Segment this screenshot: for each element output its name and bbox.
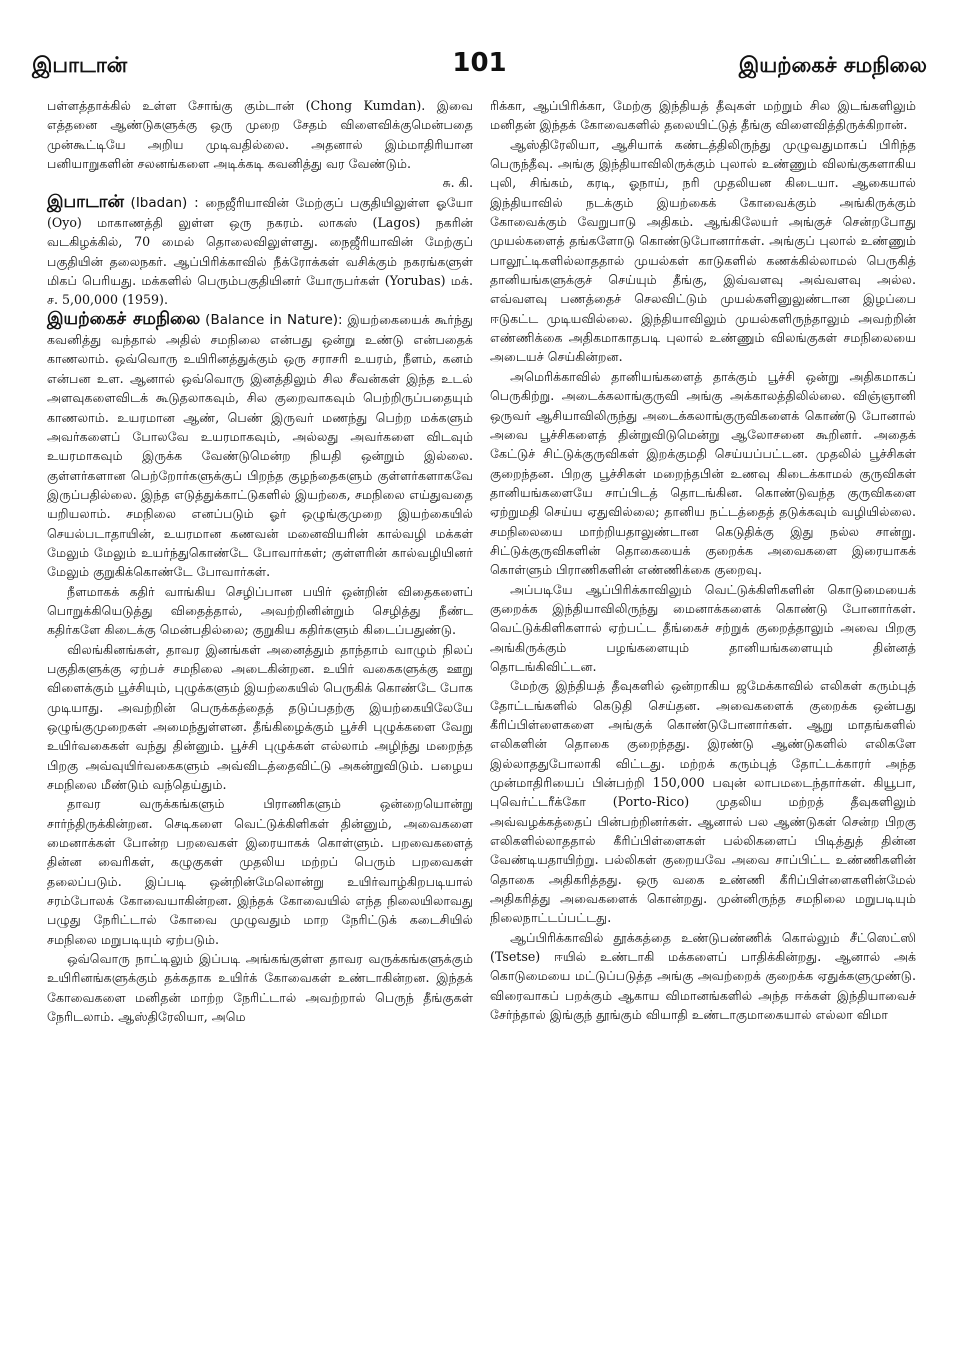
balance-paragraph-4: தாவர வருக்கங்களும் பிராணிகளும் ஒன்றையொன்று சார்ந்திருக்கின்றன. செடிகளை வெட்டுக்கிளிகள் தின்னும், அவைகளை மைனாக்கள் போன்ற பறவைகள் இரையாகக் கொள்ளும். பறவைகளைத் தின்ன வைரிகள், கழுகுகள் முதலிய மற்றப் பெரும் பறவைகள் தலைப்படும். இப்படி ஒன்றின்மேலொன்று உயிர்வாழ்கிறபடியால் சரம்போலக் கோவையாகின்றன. இந்தக் கோவையில் எந்த நிலையிலாவது பழுது நேரிட்டால் கோவை முழுவதும் மாற நேரிட்டுக் கடைசியில் சமநிலை மறுபடியும் ஏற்படும். — [47, 796, 473, 947]
balance-paragraph-3: விலங்கினங்கள், தாவர இனங்கள் அனைத்தும் தாந்தாம் வாழும் நிலப் பகுதிகளுக்கு ஏற்பச் சமநிலை அடைகின்றன. உயிர் வகைகளுக்கு ஊறு விளைக்கும் பூச்சியும், புழுக்களும் இயற்கையில் பெருகிக் கொண்டே போக முடியாது. அவற்றின் பெருக்கத்தைத் தடுப்பதற்கு இயற்கையிலேயே ஒழுங்குமுறைகள் அமைந்துள்ளன. தீங்கிழைக்கும் பூச்சி புழுக்களை வேறு உயிர்வகைகள் வந்து தின்னும். பூச்சி புழுக்கள் எல்லாம் அழிந்து மறைந்த பிறகு அவ்வுயிர்வகைகளும் அவ்விடத்தைவிட்டு அகன்றுவிடும். பழைய சமநிலை மீண்டும் வந்தெய்தும். — [47, 641, 473, 793]
right-paragraph-5: மேற்கு இந்தியத் தீவுகளில் ஒன்றாகிய ஜமேக்காவில் எலிகள் கரும்புத் தோட்டங்களில் கெடுதி செய்தன. அவைகளைக் குறைக்க ஒன்பது கீரிப்பிள்ளைகளை அங்குக் கொண்டுபோனார்கள். ஆறு மாதங்களில் எலிகளின் தொகை குறைந்தது. இரண்டு ஆண்டுகளில் எலிகளே இல்லாததுபோலாகி விட்டது. மற்றக் கரும்புத் தோட்டக்காரர் அந்த முன்மாதிரியைப் பின்பற்றி 150,000 பவுன் லாபமடைந்தார்கள். கியூபா, புவெர்ட்டரீக்கோ (Porto-Rico) முதலிய மற்றத் தீவுகளிலும் அவ்வழக்கத்தைப் பின்பற்றினர்கள். ஆனால் பல ஆண்டுகள் சென்ற பிறகு எலிகளில்லாததால் கீரிப்பிள்ளைகள் பல்லிகளைப் பிடித்துத் தின்ன வேண்டியதாயிற்று. பல்லிகள் குறையவே அவை சாப்பிட்ட உண்ணிகளின் தொகை அதிகரித்தது. ஒரு வகை உண்ணி கீரிப்பிள்ளைகளின்மேல் அதிகரித்து அவைகளைக் கொன்றது. முன்னிருந்த சமநிலை மறுபடியும் நிலைநாட்டப்பட்டது. — [490, 678, 916, 926]
continuation-paragraph: பள்ளத்தாக்கில் உள்ள சோங்கு கும்டான் (Chong Kumdan). இவை எத்தனை ஆண்டுகளுக்கு ஒரு முறை சேதம் விளைவிக்குமென்பதை முன்கூட்டியே அறிய முடிவதில்லை. அதனால் இம்மாதிரியான பனியாறுகளின் சலனங்களை அடிக்கடி கவனித்து வர வேண்டும். — [47, 98, 473, 172]
balance-paragraph-1: இயற்கையைக் கூர்ந்து கவனித்து வந்தால் அதில் சமநிலை என்பது ஒன்று உண்டு என்பதைக் காணலாம். ஒவ்வொரு உயிரினத்துக்கும் ஒரு சராசரி உயரம், நீளம், கனம் என்பன உள. ஆனால் ஒவ்வொரு இனத்திலும் சில சீவன்கள் இந்த உடல் அளவுகளைவிடக் கூடுதலாகவும், சில குறைவாகவும் பெற்றிருப்பதையும் காணலாம். உயரமான ஆண், பெண் இருவர் மணந்து பெற்ற மக்களும் அவர்களைப் போலவே உயரமாகவும், அல்லது அவர்களை விடவும் உயரமாகவும் இருக்க வேண்டுமென்ற நியதி ஒன்றும் இல்லை. குள்ளர்களான பெற்றோர்களுக்குப் பிறந்த குழந்தைகளும் குள்ளர்களாகவே இருப்பதில்லை. இந்த எடுத்துக்காட்டுகளில் இயற்கை, சமநிலை எய்துவதை யறியலாம். சமநிலை எனப்படும் ஓர் ஒழுங்குமுறை இயற்கையில் செயல்படாதாயின், உயரமான கணவன் மனைவியரின் கால்வழி மக்கள் மேலும் மேலும் உயர்ந்துகொண்டே போவார்கள்; குள்ளரின் கால்வழியினர் மேலும் குறுகிக்கொண்டே போவார்கள். — [47, 311, 473, 580]
left-column — [47, 96, 473, 1027]
balance-paragraph-5: ஒவ்வொரு நாட்டிலும் இப்படி அங்கங்குள்ள தாவர வருக்கங்களுக்கும் உயிரினங்களுக்கும் தக்கதாக உயிர்க் கோவைகள் உண்டாகின்றன. இந்தக் கோவைகளை மனிதன் மாற்ற நேரிட்டால் அவற்றால் பெருந் தீங்குகள் நேரிடலாம். ஆஸ்திரேலியா, அமெ — [47, 951, 473, 1025]
right-paragraph-2: ஆஸ்திரேலியா, ஆசியாக் கண்டத்திலிருந்து முழுவதுமாகப் பிரிந்த பெருந்தீவு. அங்கு இந்தியாவிலிருக்கும் புலால் உண்ணும் விலங்குகளாகிய புலி, சிங்கம், கரடி, ஓநாய், நரி முதலியன கிடையா. ஆகையால் இந்தியாவில் நடக்கும் இயற்கைக் கோவைக்கும் அங்கிருக்கும் கோவைக்கும் வேறுபாடு அதிகம். ஆங்கிலேயர் அங்குச் சென்றபோது முயல்களைத் தங்களோடு கொண்டுபோனார்கள். அங்குப் புலால் உண்ணும் பாலூட்டிகளில்லாததால் முயல்கள் காடுகளில் கணக்கில்லாமல் பெருகித் தானியங்களுக்குச் செய்யும் தீங்கு, இவ்வளவு அவ்வளவு அல்ல. எவ்வளவு பணத்தைச் செலவிட்டும் முயல்களினுலுண்டான இழப்பை ஈடுகட்ட முடியவில்லை. இந்தியாவிலும் முயல்களிருந்தாலும் அவற்றின் எண்ணிக்கை அதிகமாகாதபடி புலால் உண்ணும் விலங்குகள் சமநிலையை அடையச் செய்கின்றன. — [490, 136, 916, 365]
balance-title-en: (Balance in Nature): — [205, 311, 343, 328]
right-paragraph-3: அமெரிக்காவில் தானியங்களைத் தாக்கும் பூச்சி ஒன்று அதிகமாகப் பெருகிற்று. அடைக்கலாங்குருவி அங்கு அக்காலத்திலில்லை. விஞ்ஞானி ஒருவர் ஆசியாவிலிருந்து அடைக்கலாங்குருவிகளைக் கொண்டு போனால் அவை பூச்சிகளைத் தின்றுவிடுமென்று ஆலோசனை கூறினர். அதைக் கேட்டுச் சிட்டுக்குருவிகள் இறக்குமதி செய்யப்பட்டன. முதலில் பூச்சிகள் குறைந்தன. பிறகு பூச்சிகள் மறைந்தபின் உணவு கிடைக்காமல் குருவிகள் தானியங்களையே சாப்பிடத் தொடங்கின. கொண்டுவந்த குருவிகளை ஏற்றுமதி செய்ய ஏதுவில்லை; தானிய நட்டத்தைத் தடுக்கவும் வழியில்லை. சமநிலையை மாற்றியதாலுண்டான கெடுதிக்கு இது நல்ல சான்று. சிட்டுக்குருவிகளின் தொகையைக் குறைக்க அவைகளை இரையாகக் கொள்ளும் பிராணிகளின் எண்ணிக்கை குறைவு. — [490, 368, 916, 578]
header-right-guide-word: இயற்கைச் சமநிலை — [738, 52, 927, 77]
balance-paragraph-2: நீளமாகக் கதிர் வாங்கிய செழிப்பான பயிர் ஒன்றின் விதைகளைப் பொறுக்கியெடுத்து விதைத்தால், அவற்றினின்றும் செழித்து நீண்ட கதிர்களே கிடைக்கு மென்பதில்லை; குறுகிய கதிர்களும் கிடைப்பதுண்டு. — [47, 583, 473, 638]
right-column — [490, 96, 916, 1025]
ibadan-body: நைஜீரியாவின் மேற்குப் பகுதியிலுள்ள ஓயோ (Oyo) மாகாணத்தி லுள்ள ஒரு நகரம். லாகஸ் (Lagos) நகரின் வடகிழக்கில், 70 மைல் தொலைவிலுள்ளது. நைஜீரியாவின் மேற்குப் பகுதியின் தலைநகர். ஆப்பிரிக்காவில் நீக்ரோக்கள் வசிக்கும் நகரங்களுள் மிகப் பெரியது. மக்களில் பெரும்பகுதியினர் யோருபர்கள் (Yorubas) மக். ச. 5,00,000 (1959). — [47, 194, 473, 308]
ibadan-title: இபாடான் — [47, 191, 124, 212]
page-number: 101 — [452, 48, 507, 78]
right-paragraph-6: ஆப்பிரிக்காவில் தூக்கத்தை உண்டுபண்ணிக் கொல்லும் சீட்ஸெட்ஸி (Tsetse) ஈயில் உண்டாகி மக்களைப் பாதிக்கின்றது. ஆனால் அக் கொடுமையை மட்டுப்படுத்த அங்கு அவற்றைக் குறைக்க ஏதுக்களுமுண்டு. விரைவாகப் பறக்கும் ஆகாய விமானங்களில் அந்த ஈக்கள் இந்தியாவைச் சேர்ந்தால் இங்குந் தூங்கும் வியாதி உண்டாகுமாகையால் எல்லா விமா — [490, 929, 916, 1023]
continuation-signature: சு. கி. — [442, 175, 473, 191]
balance-entry — [47, 310, 473, 582]
ibadan-entry — [47, 193, 473, 310]
right-paragraph-4: அப்படியே ஆப்பிரிக்காவிலும் வெட்டுக்கிளிகளின் கொடுமையைக் குறைக்க இந்தியாவிலிருந்து மைனாக்களைக் கொண்டு போனார்கள். வெட்டுக்கிளிகளால் ஏற்பட்ட தீங்கைச் சற்றுக் குறைத்தாலும் அவை பிறகு அங்கிருக்கும் பழங்களையும் தானியங்களையும் தின்னத் தொடங்கிவிட்டன. — [490, 581, 916, 674]
page-header — [32, 48, 927, 88]
right-paragraph-1: ரிக்கா, ஆப்பிரிக்கா, மேற்கு இந்தியத் தீவுகள் மற்றும் சில இடங்களிலும் மனிதன் இந்தக் கோவைகளில் தலையிட்டுத் தீங்கு விளைவித்திருக்கிறான். — [490, 98, 916, 133]
header-left-guide-word: இபாடான் — [32, 52, 128, 77]
balance-title: இயற்கைச் சமநிலை — [47, 308, 201, 329]
ibadan-title-en: (Ibadan) : — [130, 194, 199, 211]
